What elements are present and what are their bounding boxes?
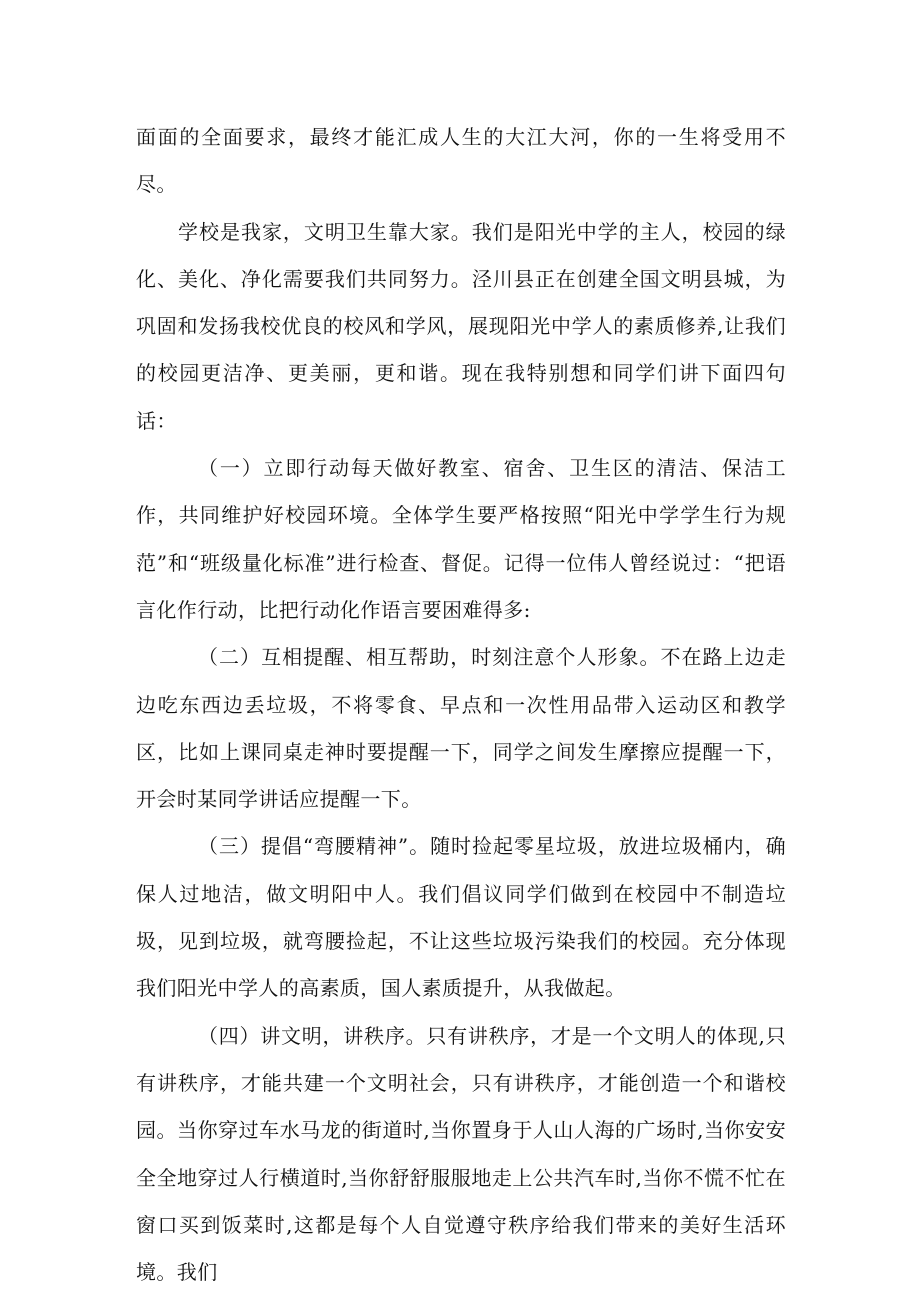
paragraph-point-4: （四）讲文明，讲秩序。只有讲秩序，才是一个文明人的体现,只有讲秩序，才能共建一个文明社会，只有讲秩序，才能创造一个和谐校园。当你穿过车水马龙的街道时,当你置身于人山人海的广场时,当你安安全全地穿过人行横道时,当你舒舒服服地走上公共汽车时,当你不慌不忙在窗口买到饭菜时,这都是每个人自觉遵守秩序给我们带来的美好生活环境。我们 xyxy=(136,1023,786,1285)
paragraph-continuation: 面面的全面要求，最终才能汇成人生的大江大河，你的一生将受用不尽。 xyxy=(136,125,786,197)
paragraph-intro: 学校是我家，文明卫生靠大家。我们是阳光中学的主人，校园的绿化、美化、净化需要我们共同努力。泾川县正在创建全国文明县城，为巩固和发扬我校优良的校风和学风，展现阳光中学人的素质修养,让我们的校园更洁净、更美丽，更和谐。现在我特别想和同学们讲下面四句话： xyxy=(136,219,786,433)
paragraph-point-2: （二）互相提醒、相互帮助，时刻注意个人形象。不在路上边走边吃东西边丢垃圾，不将零食、早点和一次性用品带入运动区和教学区，比如上课同桌走神时要提醒一下，同学之间发生摩擦应提醒一下，开会时某同学讲话应提醒一下。 xyxy=(136,645,786,812)
paragraph-point-1: （一）立即行动每天做好教室、宿舍、卫生区的清洁、保洁工作，共同维护好校园环境。全体学生要严格按照“阳光中学学生行为规范”和“班级量化标准”进行检查、督促。记得一位伟人曾经说过：“把语言化作行动，比把行动化作语言要困难得多: xyxy=(136,456,786,622)
paragraph-point-3: （三）提倡“弯腰精神”。随时捡起零星垃圾，放进垃圾桶内，确保人过地洁，做文明阳中人。我们倡议同学们做到在校园中不制造垃圾，见到垃圾，就弯腰捡起，不让这些垃圾污染我们的校园。充分体现我们阳光中学人的高素质，国人素质提升，从我做起。 xyxy=(136,834,786,1001)
document-body xyxy=(136,114,786,1296)
